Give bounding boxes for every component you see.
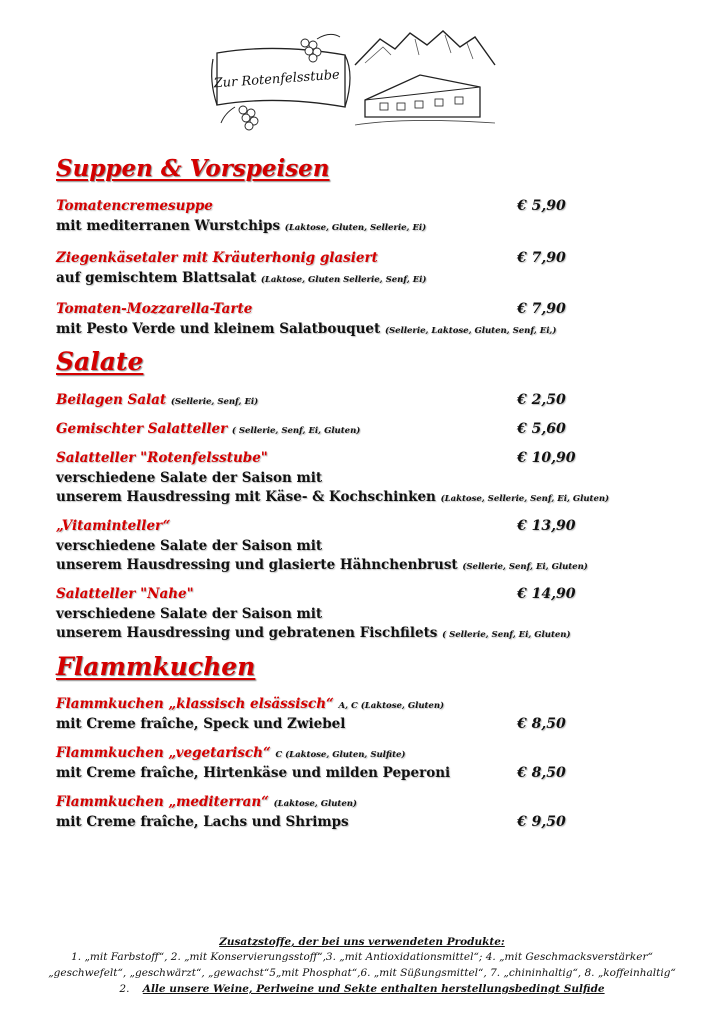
sulfide-note-number: 2. [119,983,130,995]
item-price: € 7,90 [517,301,566,317]
item-price: € 9,50 [517,814,566,830]
item-name: Salatteller "Nahe" [56,586,194,602]
item-line [56,392,258,408]
item-allergens: (Laktose, Sellerie, Senf, Ei, Gluten) [440,494,610,504]
item-name: „Vitaminteller“ [56,518,171,534]
additives-line-1: 1. „mit Farbstoff“, 2. „mit Konservierungsstoff“,3. „mit Antioxidationsmittel“; 4. „mit Geschmacksverstärker“ [71,951,653,963]
section-title-flammkuchen: Flammkuchen [56,652,256,681]
item-allergens: ( Sellerie, Senf, Ei, Gluten) [231,426,361,436]
item-allergens: (Sellerie, Senf, Ei, Gluten) [462,562,588,572]
additives-title: Zusatzstoffe, der bei uns verwendeten Produkte: [219,936,505,948]
item-price: € 7,90 [517,250,566,266]
section-title-salate: Salate [56,347,144,376]
item-allergens: (Laktose, Gluten) [273,799,357,809]
item-line [56,794,357,810]
item-price: € 14,90 [517,586,576,602]
logo-text: Zur Rotenfelsstube [213,67,341,92]
sulfide-note [0,983,724,995]
item-name: Beilagen Salat [56,392,167,408]
item-description [56,557,588,573]
item-price: € 10,90 [517,450,576,466]
item-line [56,421,360,437]
item-description [56,489,609,505]
item-desc-text: auf gemischtem Blattsalat [56,270,257,286]
section-title-suppen: Suppen & Vorspeisen [56,155,330,182]
logo-illustration [205,25,505,135]
item-desc-text: mit Pesto Verde und kleinem Salatbouquet [56,321,381,337]
item-price: € 2,50 [517,392,566,408]
item-desc-text: unserem Hausdressing und glasierte Hähnchenbrust [56,557,458,573]
item-desc-text: unserem Hausdressing und gebratenen Fischfilets [56,625,438,641]
item-desc-text: unserem Hausdressing mit Käse- & Kochschinken [56,489,436,505]
item-name: Flammkuchen „klassisch elsässisch“ [56,696,334,712]
item-allergens: ( Sellerie, Senf, Ei, Gluten) [442,630,571,640]
item-price: € 8,50 [517,765,566,781]
item-desc-text: mit Creme fraîche, Lachs und Shrimps [56,814,349,830]
item-allergens: (Sellerie, Laktose, Gluten, Senf, Ei,) [384,326,557,336]
item-price: € 5,90 [517,198,566,214]
item-desc-text: verschiedene Salate der Saison mit [56,606,323,622]
item-price: € 13,90 [517,518,576,534]
additives-footer [0,936,724,948]
item-desc-text: mit Creme fraîche, Hirtenkäse und milden Peperoni [56,765,451,781]
item-description [56,321,556,337]
item-name: Tomatencremesuppe [56,198,213,214]
item-allergens: (Sellerie, Senf, Ei) [170,397,259,407]
item-allergens: A, C (Laktose, Gluten) [338,701,445,711]
item-price: € 8,50 [517,716,566,732]
item-description [56,625,571,641]
item-description [56,270,426,286]
item-price: € 5,60 [517,421,566,437]
item-desc-text: mit Creme fraîche, Speck und Zwiebel [56,716,346,732]
item-name: Salatteller "Rotenfelsstube" [56,450,268,466]
item-line [56,745,405,761]
item-line [56,696,444,712]
item-name: Flammkuchen „vegetarisch“ [56,745,271,761]
item-name: Ziegenkäsetaler mit Kräuterhonig glasiert [56,250,378,266]
item-description [56,218,426,234]
item-name: Flammkuchen „mediterran“ [56,794,269,810]
item-desc-text: verschiedene Salate der Saison mit [56,538,323,554]
item-name: Tomaten-Mozzarella-Tarte [56,301,253,317]
item-allergens: (Laktose, Gluten Sellerie, Senf, Ei) [260,275,427,285]
restaurant-logo [205,25,505,135]
item-desc-text: mit mediterranen Wurstchips [56,218,281,234]
sulfide-note-text: Alle unsere Weine, Perlweine und Sekte enthalten herstellungsbedingt Sulfide [142,983,605,995]
item-allergens: (Laktose, Gluten, Sellerie, Ei) [284,223,427,233]
item-desc-text: verschiedene Salate der Saison mit [56,470,323,486]
item-allergens: C (Laktose, Gluten, Sulfite) [275,750,406,760]
item-name: Gemischter Salatteller [56,421,228,437]
additives-line-2: „geschwefelt“, „geschwärzt“, „gewachst“5„mit Phosphat“,6. „mit Süßungsmittel“, 7. „chininhaltig“, 8. „koffeinhaltig“ [48,967,676,979]
